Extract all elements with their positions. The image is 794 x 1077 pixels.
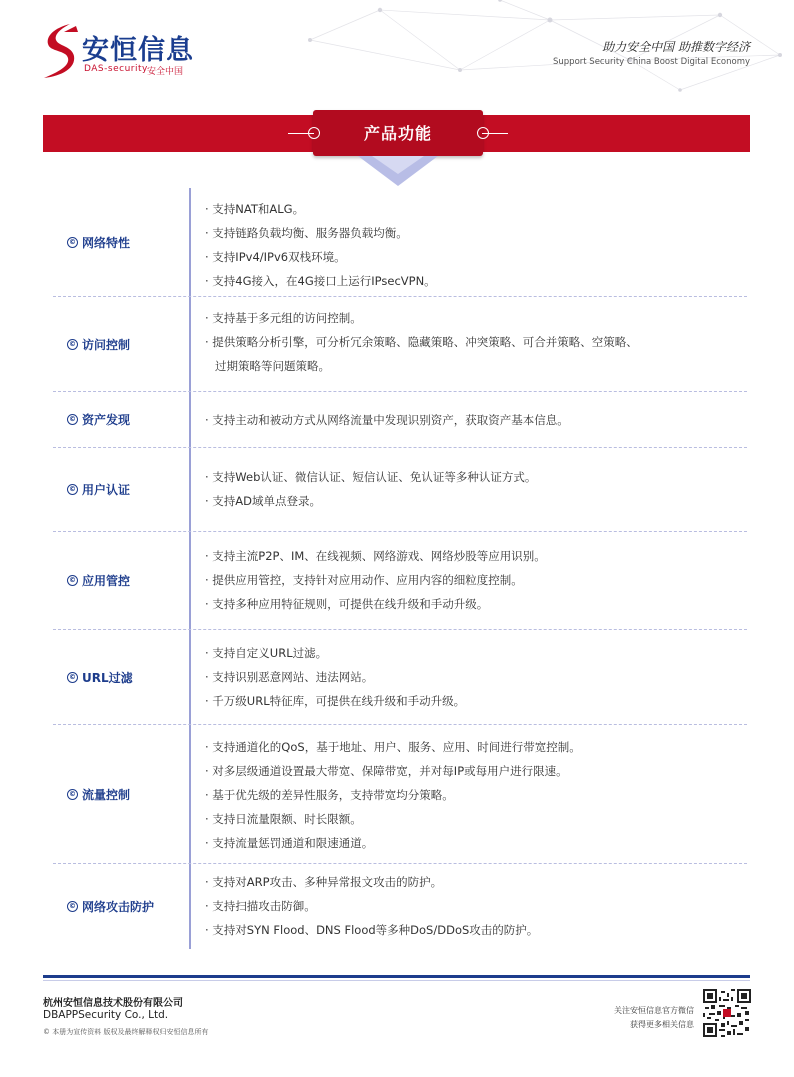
slogan-cn: 助力安全中国 助推数字经济 (602, 40, 750, 54)
feature-row (53, 448, 747, 532)
feature-row (53, 188, 747, 297)
feature-row (53, 630, 747, 725)
feature-row (53, 392, 747, 448)
feature-items: · 支持NAT和ALG。 · 支持链路负载均衡、服务器负载均衡。 · 支持IPv4/IPv6双栈环境。 · 支持4G接入，在4G接口上运行IPsecVPN。 (205, 202, 436, 288)
page-header (0, 0, 794, 100)
feature-label: © 网络特性 (69, 235, 131, 250)
copyright-circle-icon: © (69, 485, 76, 493)
feature-table (53, 188, 747, 949)
feature-label: © 应用管控 (69, 574, 131, 588)
feature-items: · 支持对ARP攻击、多种异常报文攻击的防护。 · 支持扫描攻击防御。 · 支持对SYN Flood、DNS Flood等多种DoS/DDoS攻击的防护。 (205, 875, 539, 937)
feature-items: · 支持通道化的QoS，基于地址、用户、服务、应用、时间进行带宽控制。 · 对多层级通道设置最大带宽、保障带宽，并对每IP或每用户进行限速。 · 基于优先级的差异性服务，支持带宽均分策略。 · 支持日流量限额、时长限额。 · 支持流量惩罚通道和限速通道。 (205, 740, 581, 850)
footer-divider (43, 975, 750, 978)
feature-row (53, 297, 747, 392)
feature-items: · 支持主动和被动方式从网络流量中发现识别资产，获取资产基本信息。 (205, 413, 569, 427)
feature-items: · 支持主流P2P、IM、在线视频、网络游戏、网络炒股等应用识别。 · 提供应用管控，支持针对应用动作、应用内容的细粒度控制。 · 支持多种应用特征规则，可提供在线升级和手动升级。 (205, 549, 546, 611)
brand-subtitle-cn: 安全中国 (147, 67, 184, 77)
feature-items: · 支持基于多元组的访问控制。 · 提供策略分析引擎，可分析冗余策略、隐藏策略、冲突策略、可合并策略、空策略、 过期策略等问题策略。 (205, 311, 638, 373)
section-title: 产品功能 (363, 124, 432, 143)
brand-subtitle-en: DAS-security (84, 64, 148, 74)
qr-code-icon (703, 989, 751, 1037)
copyright-circle-icon: © (69, 415, 76, 423)
copyright-notice: © 本册为宣传资料 版权及最终解释权归安恒信息所有 (43, 1028, 209, 1036)
company-name-cn: 杭州安恒信息技术股份有限公司 (43, 998, 183, 1009)
slogan-en: Support Security China Boost Digital Economy (553, 57, 750, 67)
copyright-circle-icon: © (69, 237, 76, 246)
logo-mark-icon (40, 22, 84, 80)
chevron-down-icon (358, 156, 438, 188)
copyright-circle-icon: © (69, 339, 76, 348)
copyright-circle-icon: © (69, 672, 76, 681)
footer-divider-thin (43, 980, 750, 981)
copyright-circle-icon: © (69, 902, 76, 910)
feature-row (53, 532, 747, 630)
company-logo (40, 22, 200, 82)
qr-caption-line1: 关注安恒信息官方微信 (614, 1006, 694, 1015)
company-name-en: DBAPPSecurity Co., Ltd. (43, 1009, 169, 1021)
qr-caption-line2: 获得更多相关信息 (630, 1020, 694, 1029)
feature-label: © 访问控制 (69, 337, 131, 352)
copyright-circle-icon: © (69, 789, 76, 798)
feature-label: © 资产发现 (69, 413, 131, 427)
feature-items: · 支持自定义URL过滤。 · 支持识别恶意网站、违法网站。 · 千万级URL特征库，可提供在线升级和手动升级。 (205, 646, 466, 708)
feature-label: © 用户认证 (69, 483, 131, 497)
feature-row (53, 725, 747, 864)
feature-label: © 流量控制 (69, 787, 131, 802)
feature-label: © URL过滤 (69, 670, 133, 685)
feature-label: © 网络攻击防护 (69, 900, 155, 914)
feature-row (53, 864, 747, 949)
feature-items: · 支持Web认证、微信认证、短信认证、免认证等多种认证方式。 · 支持AD域单点登录。 (205, 470, 537, 508)
brand-name: 安恒信息 (82, 35, 194, 66)
copyright-circle-icon: © (69, 576, 76, 584)
